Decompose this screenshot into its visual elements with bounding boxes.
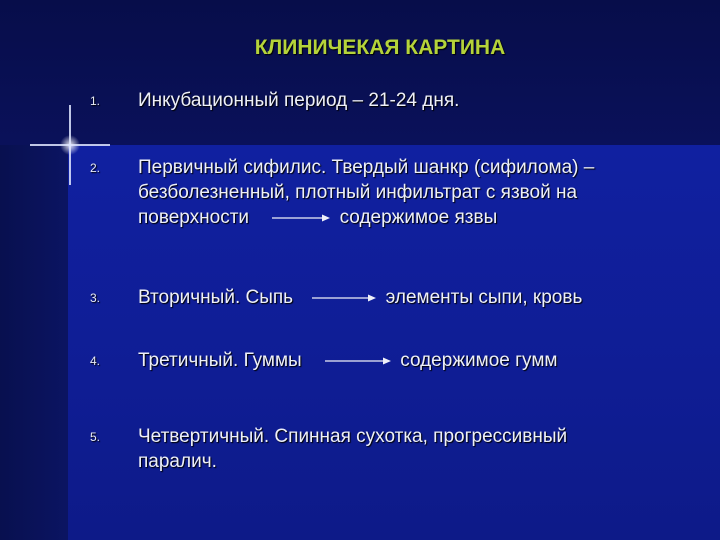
item-text-line-1: Четвертичный. Спинная сухотка, прогрессивный <box>138 426 568 447</box>
right-arrow-icon <box>325 356 391 366</box>
item-text-part-a: Третичный. Гуммы <box>138 350 302 371</box>
item-text-line-2: безболезненный, плотный инфильтрат с язвой на <box>138 182 578 203</box>
item-text-part-b: содержимое язвы <box>339 207 498 228</box>
item-number: 3. <box>90 291 101 305</box>
item-text-line-2: паралич. <box>138 451 217 472</box>
item-text-part-b: элементы сыпи, кровь <box>385 287 583 308</box>
item-number: 1. <box>90 94 101 108</box>
item-text-part-a: поверхности <box>138 207 250 228</box>
background-left-band <box>0 145 68 540</box>
right-arrow-icon <box>312 293 376 303</box>
item-number: 2. <box>90 161 101 175</box>
right-arrow-icon <box>272 213 330 223</box>
item-text-part-a: Вторичный. Сыпь <box>138 287 294 308</box>
item-number: 4. <box>90 354 101 368</box>
item-text-line-1: Первичный сифилис. Твердый шанкр (сифилома) – <box>138 157 595 178</box>
item-text: Инкубационный период – 21-24 дня. <box>138 90 460 111</box>
item-text-line-3 <box>138 205 678 230</box>
slide-title: КЛИНИЧЕКАЯ КАРТИНА <box>254 36 506 59</box>
item-text-part-b: содержимое гумм <box>400 350 558 371</box>
item-number: 5. <box>90 430 101 444</box>
